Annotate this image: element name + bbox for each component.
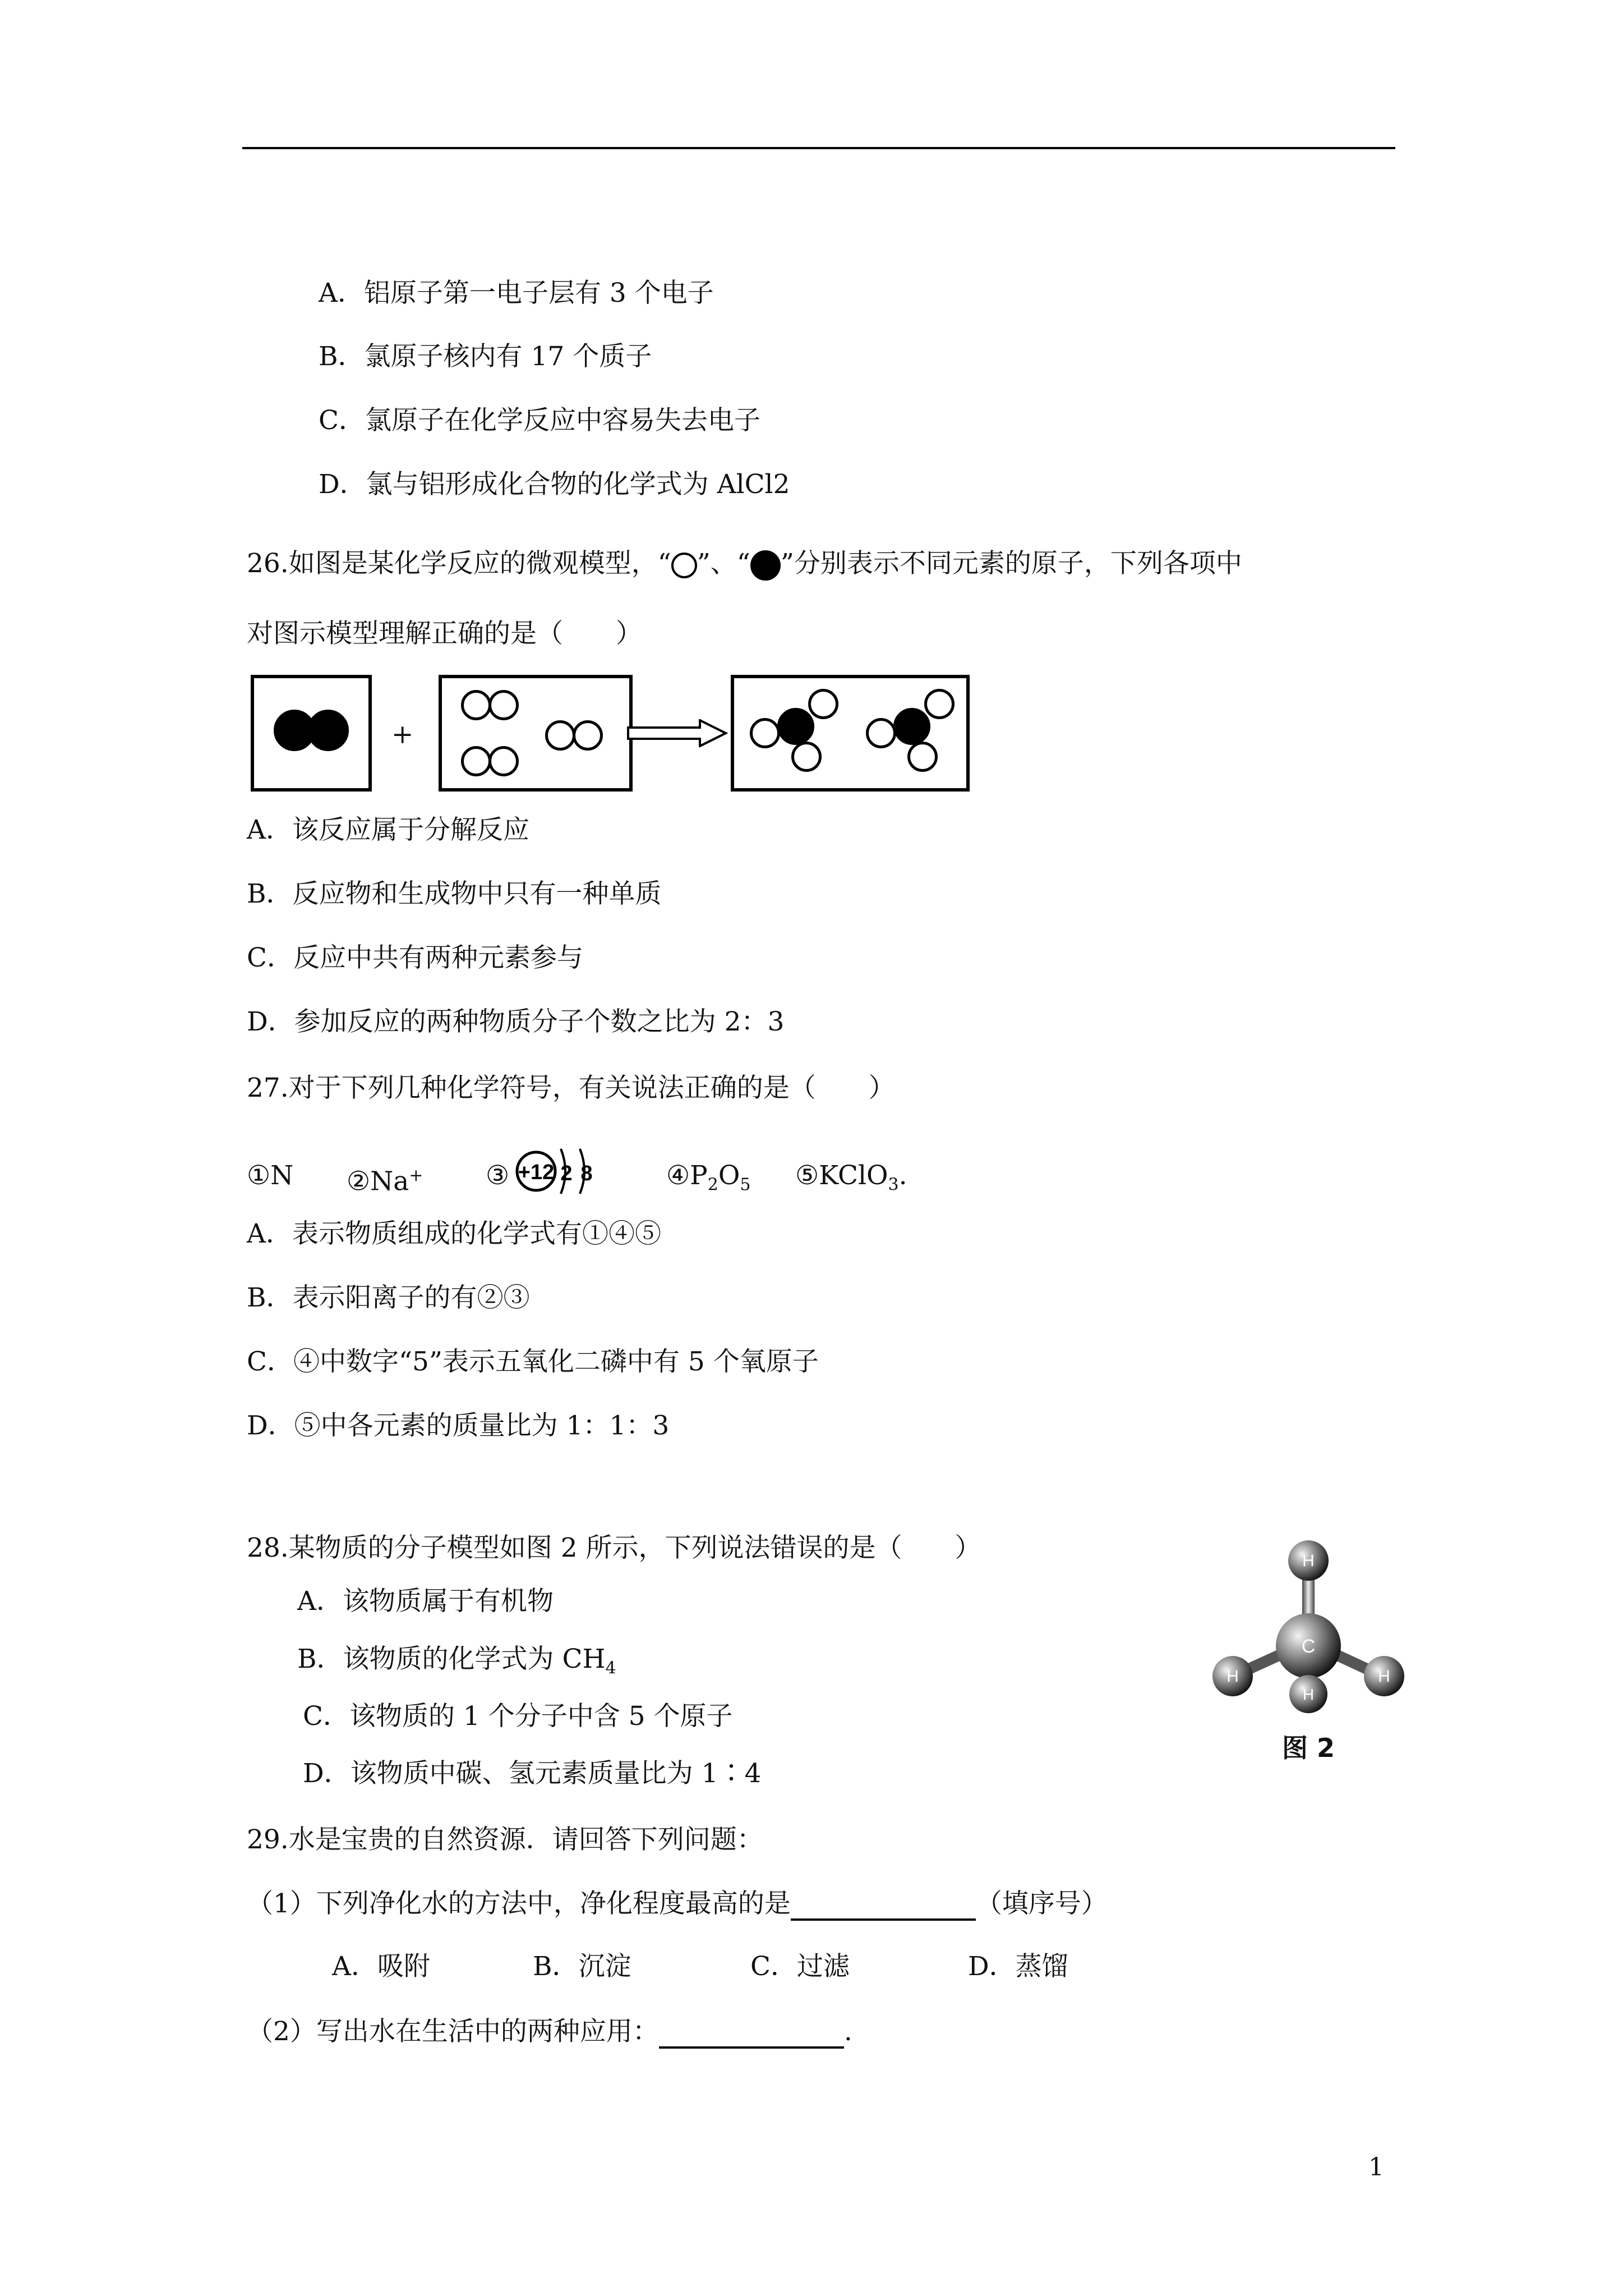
q28-option-d: D．该物质中碳、氢元素质量比为 1∶4 — [303, 1758, 762, 1789]
black-atom — [893, 708, 930, 745]
white-atom — [866, 718, 896, 748]
q27-symbol-3-label: ③ — [486, 1160, 510, 1191]
q25-option-c: C．氯原子在化学反应中容易失去电子 — [319, 405, 760, 436]
q26-stem-part3: ”分别表示不同元素的原子，下列各项中 — [780, 548, 1242, 579]
q26-option-b: B．反应物和生成物中只有一种单质 — [247, 878, 662, 909]
q28-stem: 28.某物质的分子模型如图 2 所示，下列说法错误的是（ ） — [247, 1533, 981, 1563]
white-atom — [488, 746, 519, 776]
white-atom — [461, 690, 491, 720]
symbol-5-period: . — [898, 1160, 907, 1191]
q29-option-a: A．吸附 — [332, 1951, 430, 1982]
white-atom-icon — [671, 553, 697, 578]
q29-option-d: D．蒸馏 — [968, 1951, 1068, 1982]
q27-option-d: D．⑤中各元素的质量比为 1：1：3 — [247, 1410, 670, 1441]
q29-stem: 29.水是宝贵的自然资源．请回答下列问题： — [247, 1824, 763, 1855]
symbol-2-charge: + — [409, 1166, 423, 1185]
q25-option-d: D．氯与铝形成化合物的化学式为 AlCl2 — [319, 469, 790, 500]
q26-stem-line2: 对图示模型理解正确的是（ ） — [247, 618, 642, 649]
plus-sign: + — [391, 719, 414, 750]
q27-symbol-5 — [795, 1159, 907, 1202]
h-atom-label: H — [1227, 1667, 1239, 1686]
q27-option-b: B．表示阳离子的有②③ — [247, 1282, 530, 1313]
symbol-2-text: ②Na — [347, 1166, 409, 1197]
black-atom-icon — [750, 550, 781, 581]
symbol-4-sub-1: 2 — [707, 1175, 718, 1195]
answer-blank-1[interactable] — [791, 1890, 976, 1921]
symbol-5-text: ⑤KClO — [795, 1160, 888, 1191]
q27-symbol-4 — [666, 1159, 751, 1202]
q29-sub1-text: （1）下列净化水的方法中，净化程度最高的是 — [247, 1888, 791, 1919]
q29-option-b: B．沉淀 — [533, 1951, 631, 1982]
header-rule — [242, 147, 1395, 149]
q25-option-a: A．铝原子第一电子层有 3 个电子 — [319, 278, 714, 309]
answer-blank-2[interactable] — [659, 2018, 844, 2049]
q26-stem-part1: 26.如图是某化学反应的微观模型，“ — [247, 548, 671, 579]
symbol-5-sub: 3 — [888, 1175, 899, 1195]
methane-molecule-figure — [1184, 1521, 1442, 1768]
q27-option-c: C．④中数字“5”表示五氧化二磷中有 5 个氧原子 — [247, 1346, 819, 1377]
white-atom — [545, 720, 575, 751]
q26-option-c: C．反应中共有两种元素参与 — [247, 942, 583, 973]
symbol-4-text-a: ④P — [666, 1160, 708, 1191]
white-atom — [488, 690, 519, 720]
white-atom — [924, 689, 955, 719]
white-atom — [461, 746, 491, 776]
q28-option-b — [297, 1642, 616, 1685]
white-atom — [791, 742, 822, 772]
q28-option-b-sub: 4 — [605, 1658, 616, 1678]
h-atom-label: H — [1302, 1552, 1315, 1570]
shell-1-electrons: 2 — [560, 1162, 573, 1185]
shell-2-electrons: 8 — [580, 1162, 593, 1185]
q26-option-d: D．参加反应的两种物质分子个数之比为 2：3 — [247, 1006, 785, 1037]
q25-option-b: B．氯原子核内有 17 个质子 — [319, 341, 652, 372]
q28-option-c: C．该物质的 1 个分子中含 5 个原子 — [303, 1701, 733, 1732]
h-atom-label: H — [1302, 1686, 1315, 1703]
c-atom-label: C — [1301, 1636, 1316, 1657]
q29-sub2-text: （2）写出水在生活中的两种应用： — [247, 2016, 659, 2047]
symbol-4-text-b: O — [718, 1160, 740, 1191]
q27-symbol-2 — [347, 1159, 423, 1199]
q27-stem: 27.对于下列几种化学符号，有关说法正确的是（ ） — [247, 1073, 895, 1103]
q26-stem — [247, 547, 1242, 581]
symbol-4-sub-2: 5 — [740, 1175, 751, 1195]
h-atom-label: H — [1378, 1667, 1390, 1686]
q29-sub2-tail: . — [843, 2016, 852, 2047]
white-atom — [750, 718, 780, 748]
q29-sub1-tail: （填序号） — [975, 1888, 1108, 1919]
q29-option-c: C．过滤 — [750, 1951, 850, 1982]
q26-option-a: A．该反应属于分解反应 — [247, 815, 529, 845]
page-number: 1 — [1368, 2153, 1384, 2182]
figure-label: 图 2 — [1281, 1733, 1335, 1763]
black-atom — [777, 708, 814, 745]
q27-symbol-1: ①N — [247, 1160, 294, 1191]
q29-sub2 — [247, 2015, 852, 2049]
q28-option-b-text: B．该物质的化学式为 CH — [297, 1644, 606, 1674]
q27-option-a: A．表示物质组成的化学式有①④⑤ — [247, 1218, 661, 1249]
black-atom — [307, 710, 349, 751]
q29-sub1 — [247, 1887, 1108, 1921]
atomic-structure-icon — [515, 1138, 605, 1205]
white-atom — [907, 742, 938, 772]
reaction-arrow-icon — [627, 719, 728, 747]
q28-option-a: A．该物质属于有机物 — [297, 1586, 554, 1617]
nucleus-charge: +12 — [518, 1161, 555, 1184]
white-atom — [573, 720, 603, 751]
white-atom — [808, 689, 838, 719]
q26-stem-part2: ”、“ — [697, 548, 750, 579]
